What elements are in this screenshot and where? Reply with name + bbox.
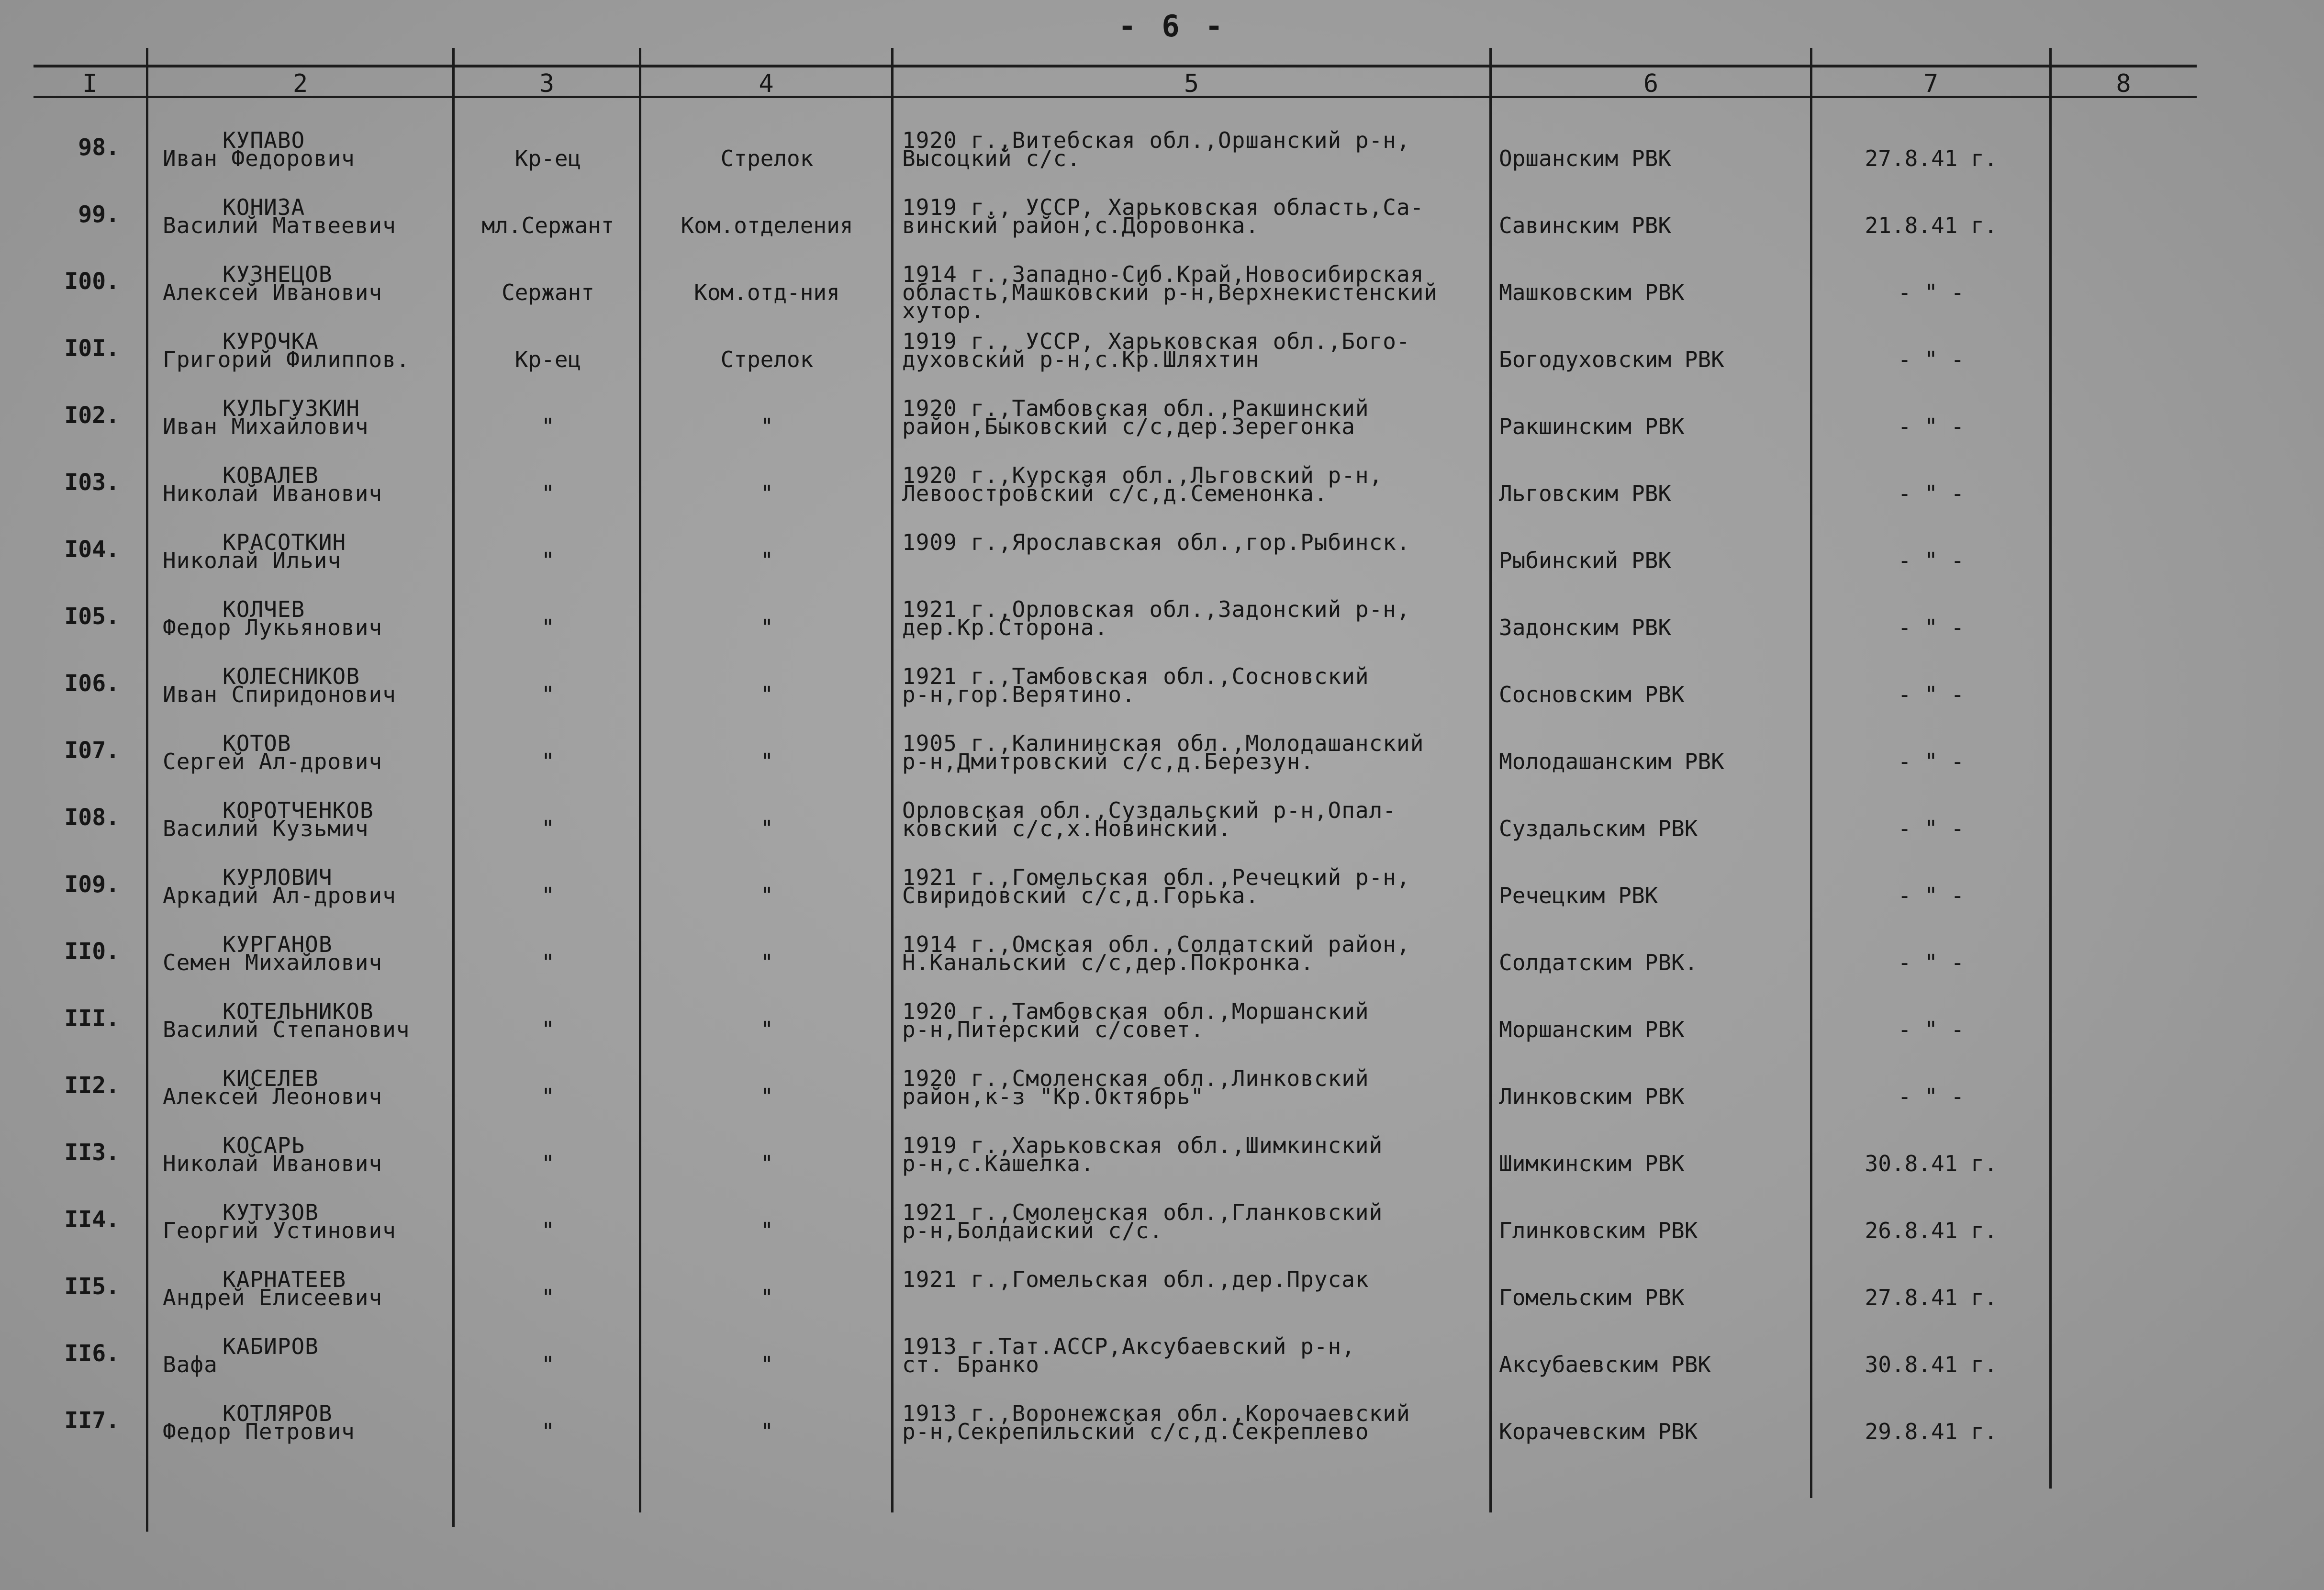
position: " bbox=[760, 1419, 774, 1444]
row-number: III. bbox=[64, 1005, 120, 1032]
surname: КОТЛЯРОВ bbox=[223, 1400, 333, 1426]
row-number: I03. bbox=[64, 469, 120, 496]
surname: КОТЕЛЬНИКОВ bbox=[223, 998, 374, 1024]
surname: КОЛЕСНИКОВ bbox=[223, 663, 360, 689]
position: " bbox=[760, 414, 774, 439]
date: - " - bbox=[1898, 950, 1965, 975]
date: 26.8.41 г. bbox=[1865, 1218, 1998, 1243]
given-name: Григорий Филиппов. bbox=[163, 347, 410, 372]
date: - " - bbox=[1898, 414, 1965, 439]
surname: КОЛЧЕВ bbox=[223, 596, 305, 622]
position: Ком.отделения bbox=[681, 213, 853, 238]
column-header-5: 5 bbox=[1184, 69, 1199, 98]
rank: " bbox=[541, 548, 555, 573]
enlistment-office: Молодашанским РВК bbox=[1499, 749, 1724, 774]
rank: " bbox=[541, 414, 555, 439]
rank: Кр-ец bbox=[514, 347, 581, 372]
column-header-2: 2 bbox=[292, 69, 308, 98]
rank: " bbox=[541, 682, 555, 707]
rank: " bbox=[541, 1151, 555, 1176]
row-number: II4. bbox=[64, 1206, 120, 1233]
enlistment-office: Аксубаевским РВК bbox=[1499, 1352, 1711, 1377]
column-divider bbox=[1489, 48, 1492, 1512]
birth-place-line-1: 1913 г.Тат.АССР,Аксубаевский р-н, bbox=[902, 1333, 1355, 1359]
given-name: Федор Лукьянович bbox=[163, 615, 383, 640]
rank: " bbox=[541, 481, 555, 506]
birth-place-line-2: Левоостровский с/с,д.Семенонка. bbox=[902, 481, 1328, 506]
surname: КУТУЗОВ bbox=[223, 1199, 319, 1225]
given-name: Иван Михайлович bbox=[163, 414, 369, 439]
surname: КУРГАНОВ bbox=[223, 931, 333, 957]
date: - " - bbox=[1898, 1084, 1965, 1109]
given-name: Аркадий Ал-дрович bbox=[163, 883, 396, 908]
rank: " bbox=[541, 1017, 555, 1042]
position: " bbox=[760, 749, 774, 774]
given-name: Георгий Устинович bbox=[163, 1218, 396, 1243]
enlistment-office: Оршанским РВК bbox=[1499, 146, 1672, 171]
date: - " - bbox=[1898, 1017, 1965, 1042]
position: " bbox=[760, 1285, 774, 1310]
position: Стрелок bbox=[720, 146, 814, 171]
surname: КРАСОТКИН bbox=[223, 529, 346, 555]
birth-place-line-1: 1919 г., УССР, Харьковская область,Са- bbox=[902, 194, 1424, 220]
birth-place-line-2: р-н,с.Кашелка. bbox=[902, 1151, 1095, 1176]
enlistment-office: Солдатским РВК. bbox=[1499, 950, 1698, 975]
enlistment-office: Моршанским РВК bbox=[1499, 1017, 1685, 1042]
birth-place-line-1: 1920 г.,Витебская обл.,Оршанский р-н, bbox=[902, 127, 1410, 153]
birth-place-line-1: 1919 г.,Харьковская обл.,Шимкинский bbox=[902, 1132, 1383, 1158]
position: " bbox=[760, 816, 774, 841]
birth-place-line-1: 1909 г.,Ярославская обл.,гор.Рыбинск. bbox=[902, 529, 1410, 555]
date: - " - bbox=[1898, 280, 1965, 305]
enlistment-office: Речецким РВК bbox=[1499, 883, 1658, 908]
given-name: Вафа bbox=[163, 1352, 218, 1377]
date: - " - bbox=[1898, 347, 1965, 372]
column-header-7: 7 bbox=[1923, 69, 1939, 98]
position: Ком.отд-ния bbox=[694, 280, 840, 305]
birth-place-line-1: 1920 г.,Смоленская обл.,Линковский bbox=[902, 1065, 1369, 1091]
birth-place-line-2: р-н,гор.Верятино. bbox=[902, 682, 1136, 707]
birth-place-line-2: ст. Бранко bbox=[902, 1352, 1039, 1377]
surname: КУЛЬГУЗКИН bbox=[223, 395, 360, 421]
column-divider bbox=[2049, 48, 2052, 1489]
date: - " - bbox=[1898, 883, 1965, 908]
position: " bbox=[760, 1151, 774, 1176]
enlistment-office: Корачевским РВК bbox=[1499, 1419, 1698, 1444]
enlistment-office: Богодуховским РВК bbox=[1499, 347, 1724, 372]
rank: Сержант bbox=[502, 280, 594, 305]
birth-place-line-2: винский район,с.Доровонка. bbox=[902, 213, 1260, 238]
enlistment-office: Льговским РВК bbox=[1499, 481, 1672, 506]
row-number: I04. bbox=[64, 536, 120, 563]
birth-place-line-1: 1921 г.,Орловская обл.,Задонский р-н, bbox=[902, 596, 1410, 622]
column-header-3: 3 bbox=[539, 69, 555, 98]
column-header-6: 6 bbox=[1643, 69, 1659, 98]
birth-place-line-1: 1921 г.,Гомельская обл.,дер.Прусак bbox=[902, 1266, 1369, 1292]
date: - " - bbox=[1898, 749, 1965, 774]
surname: КОРОТЧЕНКОВ bbox=[223, 797, 374, 823]
row-number: II3. bbox=[64, 1139, 120, 1166]
birth-place-line-1: 1914 г.,Западно-Сиб.Край,Новосибирская bbox=[902, 261, 1424, 287]
surname: КОСАРЬ bbox=[223, 1132, 305, 1158]
given-name: Иван Спиридонович bbox=[163, 682, 396, 707]
surname: КУРОЧКА bbox=[223, 328, 319, 354]
birth-place-line-1: 1921 г.,Гомельская обл.,Речецкий р-н, bbox=[902, 864, 1410, 890]
row-number: I02. bbox=[64, 402, 120, 429]
row-number: I06. bbox=[64, 670, 120, 697]
surname: КАБИРОВ bbox=[223, 1333, 319, 1359]
enlistment-office: Линковским РВК bbox=[1499, 1084, 1685, 1109]
surname: КОВАЛЕВ bbox=[223, 462, 319, 488]
row-number: 99. bbox=[78, 201, 120, 228]
row-number: II0. bbox=[64, 938, 120, 965]
row-number: I08. bbox=[64, 804, 120, 831]
enlistment-office: Задонским РВК bbox=[1499, 615, 1672, 640]
date: 30.8.41 г. bbox=[1865, 1151, 1998, 1176]
position: " bbox=[760, 548, 774, 573]
given-name: Николай Ильич bbox=[163, 548, 342, 573]
surname: КУРЛОВИЧ bbox=[223, 864, 333, 890]
position: " bbox=[760, 1017, 774, 1042]
rank: " bbox=[541, 1352, 555, 1377]
row-number: I09. bbox=[64, 871, 120, 898]
position: Стрелок bbox=[720, 347, 814, 372]
birth-place-line-2: р-н,Питерский с/совет. bbox=[902, 1017, 1205, 1042]
page-number: - 6 - bbox=[1118, 9, 1227, 44]
enlistment-office: Суздальским РВК bbox=[1499, 816, 1698, 841]
birth-place-line-1: Орловская обл.,Суздальский р-н,Опал- bbox=[902, 797, 1397, 823]
row-number: II5. bbox=[64, 1273, 120, 1300]
date: 21.8.41 г. bbox=[1865, 213, 1998, 238]
birth-place-line-1: 1913 г.,Воронежская обл.,Корочаевский bbox=[902, 1400, 1410, 1426]
birth-place-line-2: Свиридовский с/с,д.Горька. bbox=[902, 883, 1260, 908]
position: " bbox=[760, 1084, 774, 1109]
row-number: II2. bbox=[64, 1072, 120, 1099]
rank: " bbox=[541, 749, 555, 774]
position: " bbox=[760, 481, 774, 506]
given-name: Андрей Елисеевич bbox=[163, 1285, 383, 1310]
column-header-1: I bbox=[82, 69, 98, 98]
date: 29.8.41 г. bbox=[1865, 1419, 1998, 1444]
given-name: Василий Кузьмич bbox=[163, 816, 369, 841]
row-number: I07. bbox=[64, 737, 120, 764]
date: - " - bbox=[1898, 481, 1965, 506]
birth-place-line-2: район,Быковский с/с,дер.Зерегонка bbox=[902, 414, 1355, 439]
enlistment-office: Шимкинским РВК bbox=[1499, 1151, 1685, 1176]
rank: " bbox=[541, 1419, 555, 1444]
enlistment-office: Рыбинский РВК bbox=[1499, 548, 1672, 573]
row-number: 98. bbox=[78, 134, 120, 161]
row-number: I0I. bbox=[64, 335, 120, 362]
enlistment-office: Ракшинским РВК bbox=[1499, 414, 1685, 439]
surname: КАРНАТЕЕВ bbox=[223, 1266, 346, 1292]
given-name: Николай Иванович bbox=[163, 1151, 383, 1176]
given-name: Алексей Иванович bbox=[163, 280, 383, 305]
birth-place-line-1: 1920 г.,Тамбовская обл.,Моршанский bbox=[902, 998, 1369, 1024]
date: 27.8.41 г. bbox=[1865, 146, 1998, 171]
rank: Кр-ец bbox=[514, 146, 581, 171]
position: " bbox=[760, 1218, 774, 1243]
enlistment-office: Савинским РВК bbox=[1499, 213, 1672, 238]
surname: КОНИЗА bbox=[223, 194, 305, 220]
position: " bbox=[760, 883, 774, 908]
birth-place-line-2: Н.Канальский с/с,дер.Покронка. bbox=[902, 950, 1314, 975]
surname: КОТОВ bbox=[223, 730, 291, 756]
row-number: II7. bbox=[64, 1407, 120, 1434]
birth-place-line-3: хутор. bbox=[902, 298, 985, 324]
birth-place-line-1: 1921 г.,Смоленская обл.,Гланковский bbox=[902, 1199, 1383, 1225]
given-name: Семен Михайлович bbox=[163, 950, 383, 975]
date: - " - bbox=[1898, 816, 1965, 841]
given-name: Сергей Ал-дрович bbox=[163, 749, 383, 774]
birth-place-line-1: 1920 г.,Тамбовская обл.,Ракшинский bbox=[902, 395, 1369, 421]
row-number: I00. bbox=[64, 268, 120, 295]
surname: КУПАВО bbox=[223, 127, 305, 153]
position: " bbox=[760, 682, 774, 707]
birth-place-line-2: область,Машковский р-н,Верхнекистенский bbox=[902, 280, 1438, 305]
enlistment-office: Глинковским РВК bbox=[1499, 1218, 1698, 1243]
birth-place-line-2: духовский р-н,с.Кр.Шляхтин bbox=[902, 347, 1260, 372]
header-top-rule bbox=[34, 65, 2197, 67]
rank: мл.Сержант bbox=[481, 213, 615, 238]
rank: " bbox=[541, 1285, 555, 1310]
given-name: Василий Матвеевич bbox=[163, 213, 396, 238]
rank: " bbox=[541, 950, 555, 975]
birth-place-line-1: 1905 г.,Калининская обл.,Молодашанский bbox=[902, 730, 1424, 756]
birth-place-line-1: 1921 г.,Тамбовская обл.,Сосновский bbox=[902, 663, 1369, 689]
date: - " - bbox=[1898, 615, 1965, 640]
surname: КИСЕЛЕВ bbox=[223, 1065, 319, 1091]
birth-place-line-1: 1914 г.,Омская обл.,Солдатский район, bbox=[902, 931, 1410, 957]
birth-place-line-2: район,к-з "Кр.Октябрь" bbox=[902, 1084, 1205, 1109]
column-divider bbox=[1810, 48, 1812, 1498]
column-divider bbox=[146, 48, 148, 1532]
date: 30.8.41 г. bbox=[1865, 1352, 1998, 1377]
birth-place-line-2: дер.Кр.Сторона. bbox=[902, 615, 1108, 640]
position: " bbox=[760, 950, 774, 975]
enlistment-office: Гомельским РВК bbox=[1499, 1285, 1685, 1310]
birth-place-line-2: р-н,Дмитровский с/с,д.Березун. bbox=[902, 749, 1314, 774]
given-name: Василий Степанович bbox=[163, 1017, 410, 1042]
given-name: Николай Иванович bbox=[163, 481, 383, 506]
position: " bbox=[760, 1352, 774, 1377]
birth-place-line-2: р-н,Болдайский с/с. bbox=[902, 1218, 1163, 1243]
row-number: I05. bbox=[64, 603, 120, 630]
row-number: II6. bbox=[64, 1340, 120, 1367]
enlistment-office: Машковским РВК bbox=[1499, 280, 1685, 305]
birth-place-line-2: р-н,Секрепильский с/с,д.Секреплево bbox=[902, 1419, 1369, 1444]
rank: " bbox=[541, 1084, 555, 1109]
date: 27.8.41 г. bbox=[1865, 1285, 1998, 1310]
given-name: Иван Федорович bbox=[163, 146, 355, 171]
column-header-4: 4 bbox=[759, 69, 774, 98]
surname: КУЗНЕЦОВ bbox=[223, 261, 333, 287]
given-name: Федор Петрович bbox=[163, 1419, 355, 1444]
date: - " - bbox=[1898, 548, 1965, 573]
rank: " bbox=[541, 816, 555, 841]
column-header-8: 8 bbox=[2116, 69, 2131, 98]
rank: " bbox=[541, 1218, 555, 1243]
rank: " bbox=[541, 615, 555, 640]
rank: " bbox=[541, 883, 555, 908]
birth-place-line-2: Высоцкий с/с. bbox=[902, 146, 1081, 171]
enlistment-office: Сосновским РВК bbox=[1499, 682, 1685, 707]
position: " bbox=[760, 615, 774, 640]
date: - " - bbox=[1898, 682, 1965, 707]
birth-place-line-1: 1920 г.,Курская обл.,Льговский р-н, bbox=[902, 462, 1383, 488]
birth-place-line-1: 1919 г., УССР, Харьковская обл.,Бого- bbox=[902, 328, 1410, 354]
given-name: Алексей Леонович bbox=[163, 1084, 383, 1109]
birth-place-line-2: ковский с/с,х.Новинский. bbox=[902, 816, 1232, 841]
